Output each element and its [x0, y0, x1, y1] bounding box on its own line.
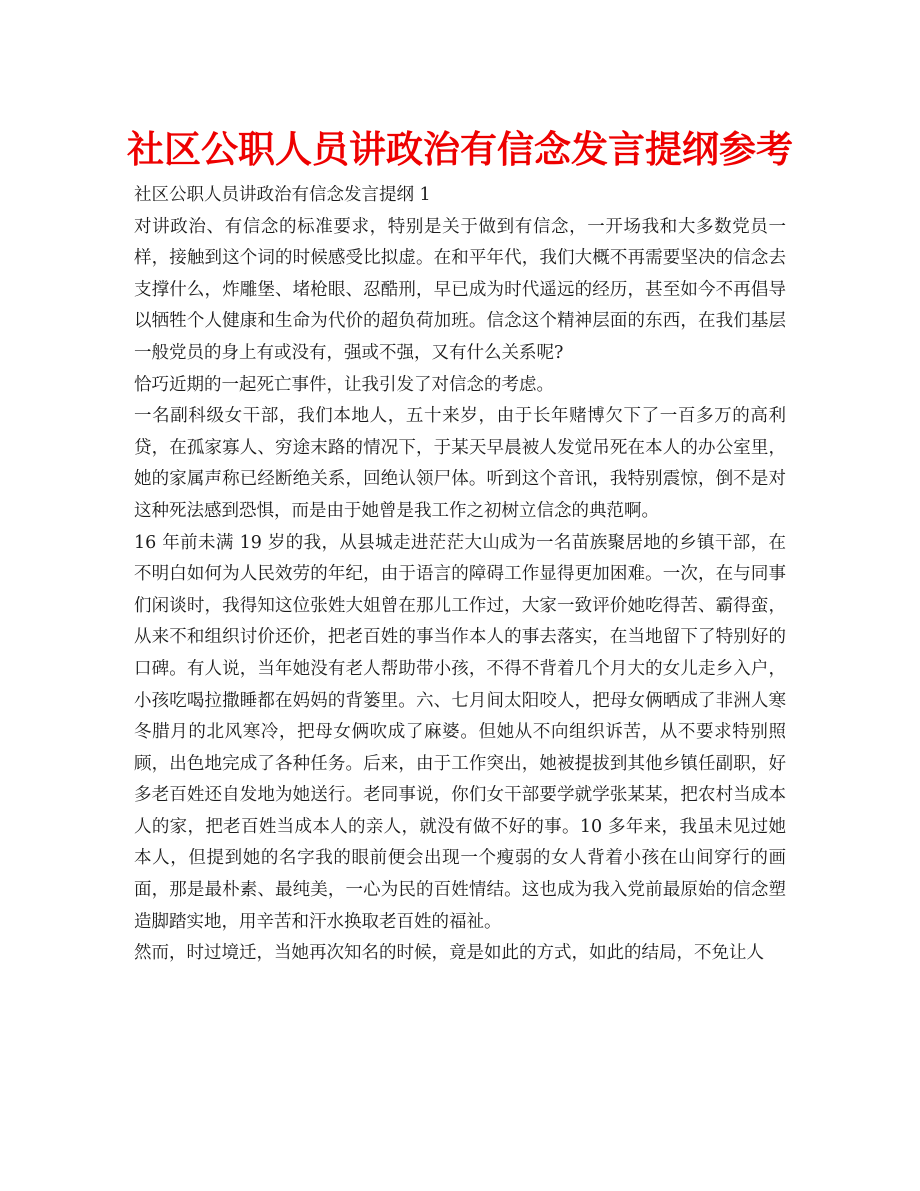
page-title: 社区公职人员讲政治有信念发言提纲参考: [127, 128, 793, 171]
paragraph-3: 一名副科级女干部，我们本地人，五十来岁，由于长年赌博欠下了一百多万的高利贷，在孤家寡人、穷途末路的情况下，于某天早晨被人发觉吊死在本人的办公室里，她的家属声称已经断绝关系，回绝认领尸体。听到这个音讯，我特别震惊，倒不是对这种死法感到恐惧，而是由于她曾是我工作之初树立信念的典范啊。: [134, 406, 786, 521]
section-subtitle: 社区公职人员讲政治有信念发言提纲 1: [134, 185, 431, 205]
paragraph-2: 恰巧近期的一起死亡事件，让我引发了对信念的考虑。: [134, 374, 554, 395]
document-body: [134, 180, 786, 970]
paragraph-4: 16 年前未满 19 岁的我，从县城走进茫茫大山成为一名苗族聚居地的乡镇干部，在不明白如何为人民效劳的年纪，由于语言的障碍工作显得更加困难。一次，在与同事们闲谈时，我得知这位张姓大姐曾在那儿工作过，大家一致评价她吃得苦、霸得蛮，从来不和组织讨价还价，把老百姓的事当作本人的事去落实，在当地留下了特别好的口碑。有人说，当年她没有老人帮助带小孩，不得不背着几个月大的女儿走乡入户，小孩吃喝拉撒睡都在妈妈的背篓里。六、七月间太阳咬人，把母女俩晒成了非洲人寒冬腊月的北风寒冷，把母女俩吹成了麻婆。但她从不向组织诉苦，从不要求特别照顾，出色地完成了各种任务。后来，由于工作突出，她被提拔到其他乡镇任副职，好多老百姓还自发地为她送行。老同事说，你们女干部要学就学张某某，把农村当成本人的家，把老百姓当成本人的亲人，就没有做不好的事。10 多年来，我虽未见过她本人，但提到她的名字我的眼前便会出现一个瘦弱的女人背着小孩在山间穿行的画面，那是最朴素、最纯美，一心为民的百姓情结。这也成为我入党前最原始的信念塑造脚踏实地，用辛苦和汗水换取老百姓的福祉。: [134, 532, 786, 932]
paragraph-1: 对讲政治、有信念的标准要求，特别是关于做到有信念，一开场我和大多数党员一样，接触到这个词的时候感受比拟虚。在和平年代，我们大概不再需要坚决的信念去支撑什么，炸雕堡、堵枪眼、忍酷刑，早已成为时代遥远的经历，甚至如今不再倡导以牺牲个人健康和生命为代价的超负荷加班。信念这个精神层面的东西，在我们基层一般党员的身上有或没有，强或不强，又有什么关系呢?: [134, 216, 786, 363]
paragraph-5: 然而，时过境迁，当她再次知名的时候，竟是如此的方式，如此的结局，不免让人: [134, 943, 764, 964]
